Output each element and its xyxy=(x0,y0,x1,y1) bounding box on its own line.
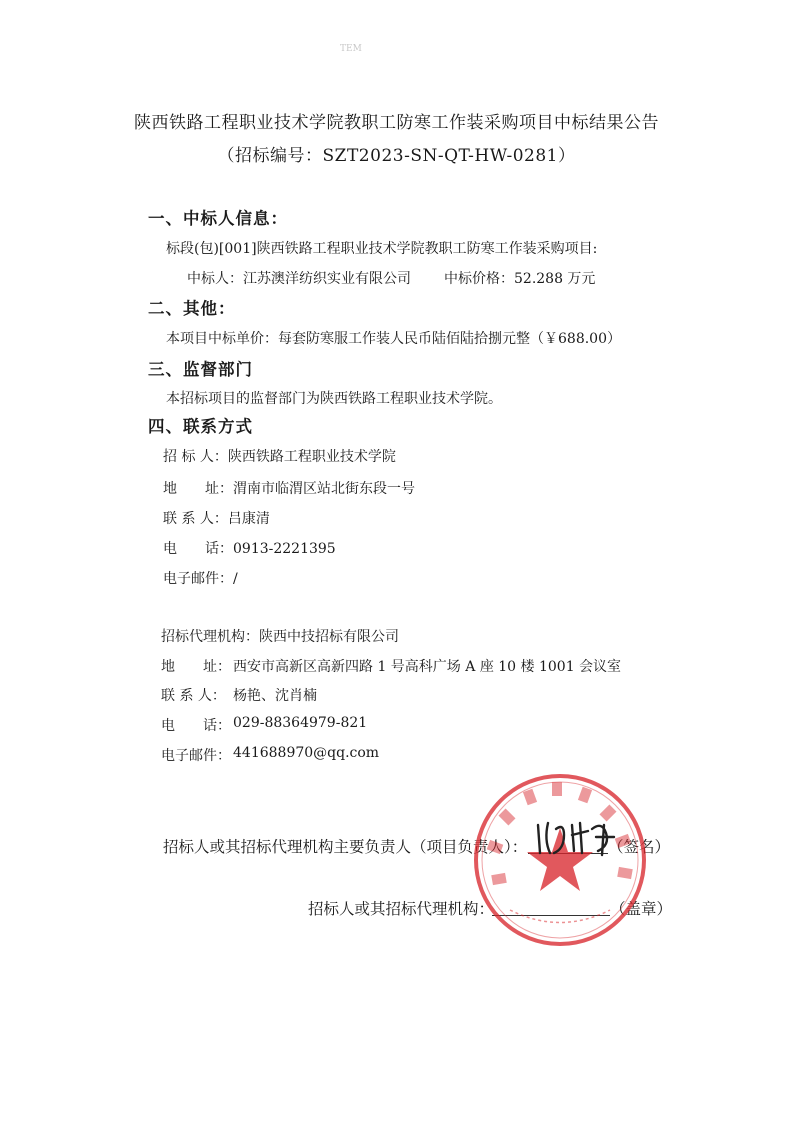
signature-suffix: （签名） xyxy=(608,838,671,856)
handwritten-signature xyxy=(530,815,620,860)
lot-description: 标段(包)[001]陕西铁路工程职业技术学院教职工防寒工作装采购项目: xyxy=(166,241,598,257)
winning-price: 中标价格：52.288 万元 xyxy=(444,271,596,287)
company-seal-stamp xyxy=(470,770,650,950)
tenderer-phone: 电 话：0913-2221395 xyxy=(163,541,336,557)
supervision-text: 本招标项目的监督部门为陕西铁路工程职业技术学院。 xyxy=(166,391,502,407)
tender-number: （招标编号：SZT2023-SN-QT-HW-0281） xyxy=(217,146,576,166)
winner-name: 中标人：江苏澳洋纺织实业有限公司 xyxy=(187,271,411,287)
seal-suffix: （盖章） xyxy=(610,900,673,918)
tenderer-name: 招 标 人：陕西铁路工程职业技术学院 xyxy=(163,449,396,465)
tenderer-address: 地 址：渭南市临渭区站北街东段一号 xyxy=(163,481,415,497)
unit-price-text: 本项目中标单价：每套防寒服工作装人民币陆佰陆拾捌元整（￥688.00） xyxy=(166,331,621,347)
agency-email: 441688970@qq.com xyxy=(233,745,380,761)
agency-email-label: 电子邮件： xyxy=(161,748,231,764)
agency-address: 西安市高新区高新四路 1 号高科广场 A 座 10 楼 1001 会议室 xyxy=(233,659,622,675)
agency-contact: 杨艳、沈肖楠 xyxy=(233,688,317,704)
section-heading-contact: 四、联系方式 xyxy=(148,417,253,436)
signatory-label: 招标人或其招标代理机构主要负责人（项目负责人）： xyxy=(163,838,528,856)
agency-contact-label: 联 系 人： xyxy=(161,688,226,704)
agency-phone-label: 电 话： xyxy=(161,718,231,734)
section-heading-other: 二、其他： xyxy=(148,299,236,318)
agency-phone: 029-88364979-821 xyxy=(233,715,368,731)
agency-name: 招标代理机构：陕西中技招标有限公司 xyxy=(161,629,399,645)
seal-label: 招标人或其招标代理机构： xyxy=(308,900,495,918)
tenderer-contact: 联 系 人：吕康清 xyxy=(163,511,270,527)
section-heading-winner: 一、中标人信息： xyxy=(148,209,288,228)
tenderer-email: 电子邮件：/ xyxy=(163,571,238,587)
section-heading-supervision: 三、监督部门 xyxy=(148,360,253,379)
header-mark: TEM xyxy=(340,44,362,54)
agency-address-label: 地 址： xyxy=(161,659,231,675)
page-title: 陕西铁路工程职业技术学院教职工防寒工作装采购项目中标结果公告 xyxy=(134,113,659,133)
